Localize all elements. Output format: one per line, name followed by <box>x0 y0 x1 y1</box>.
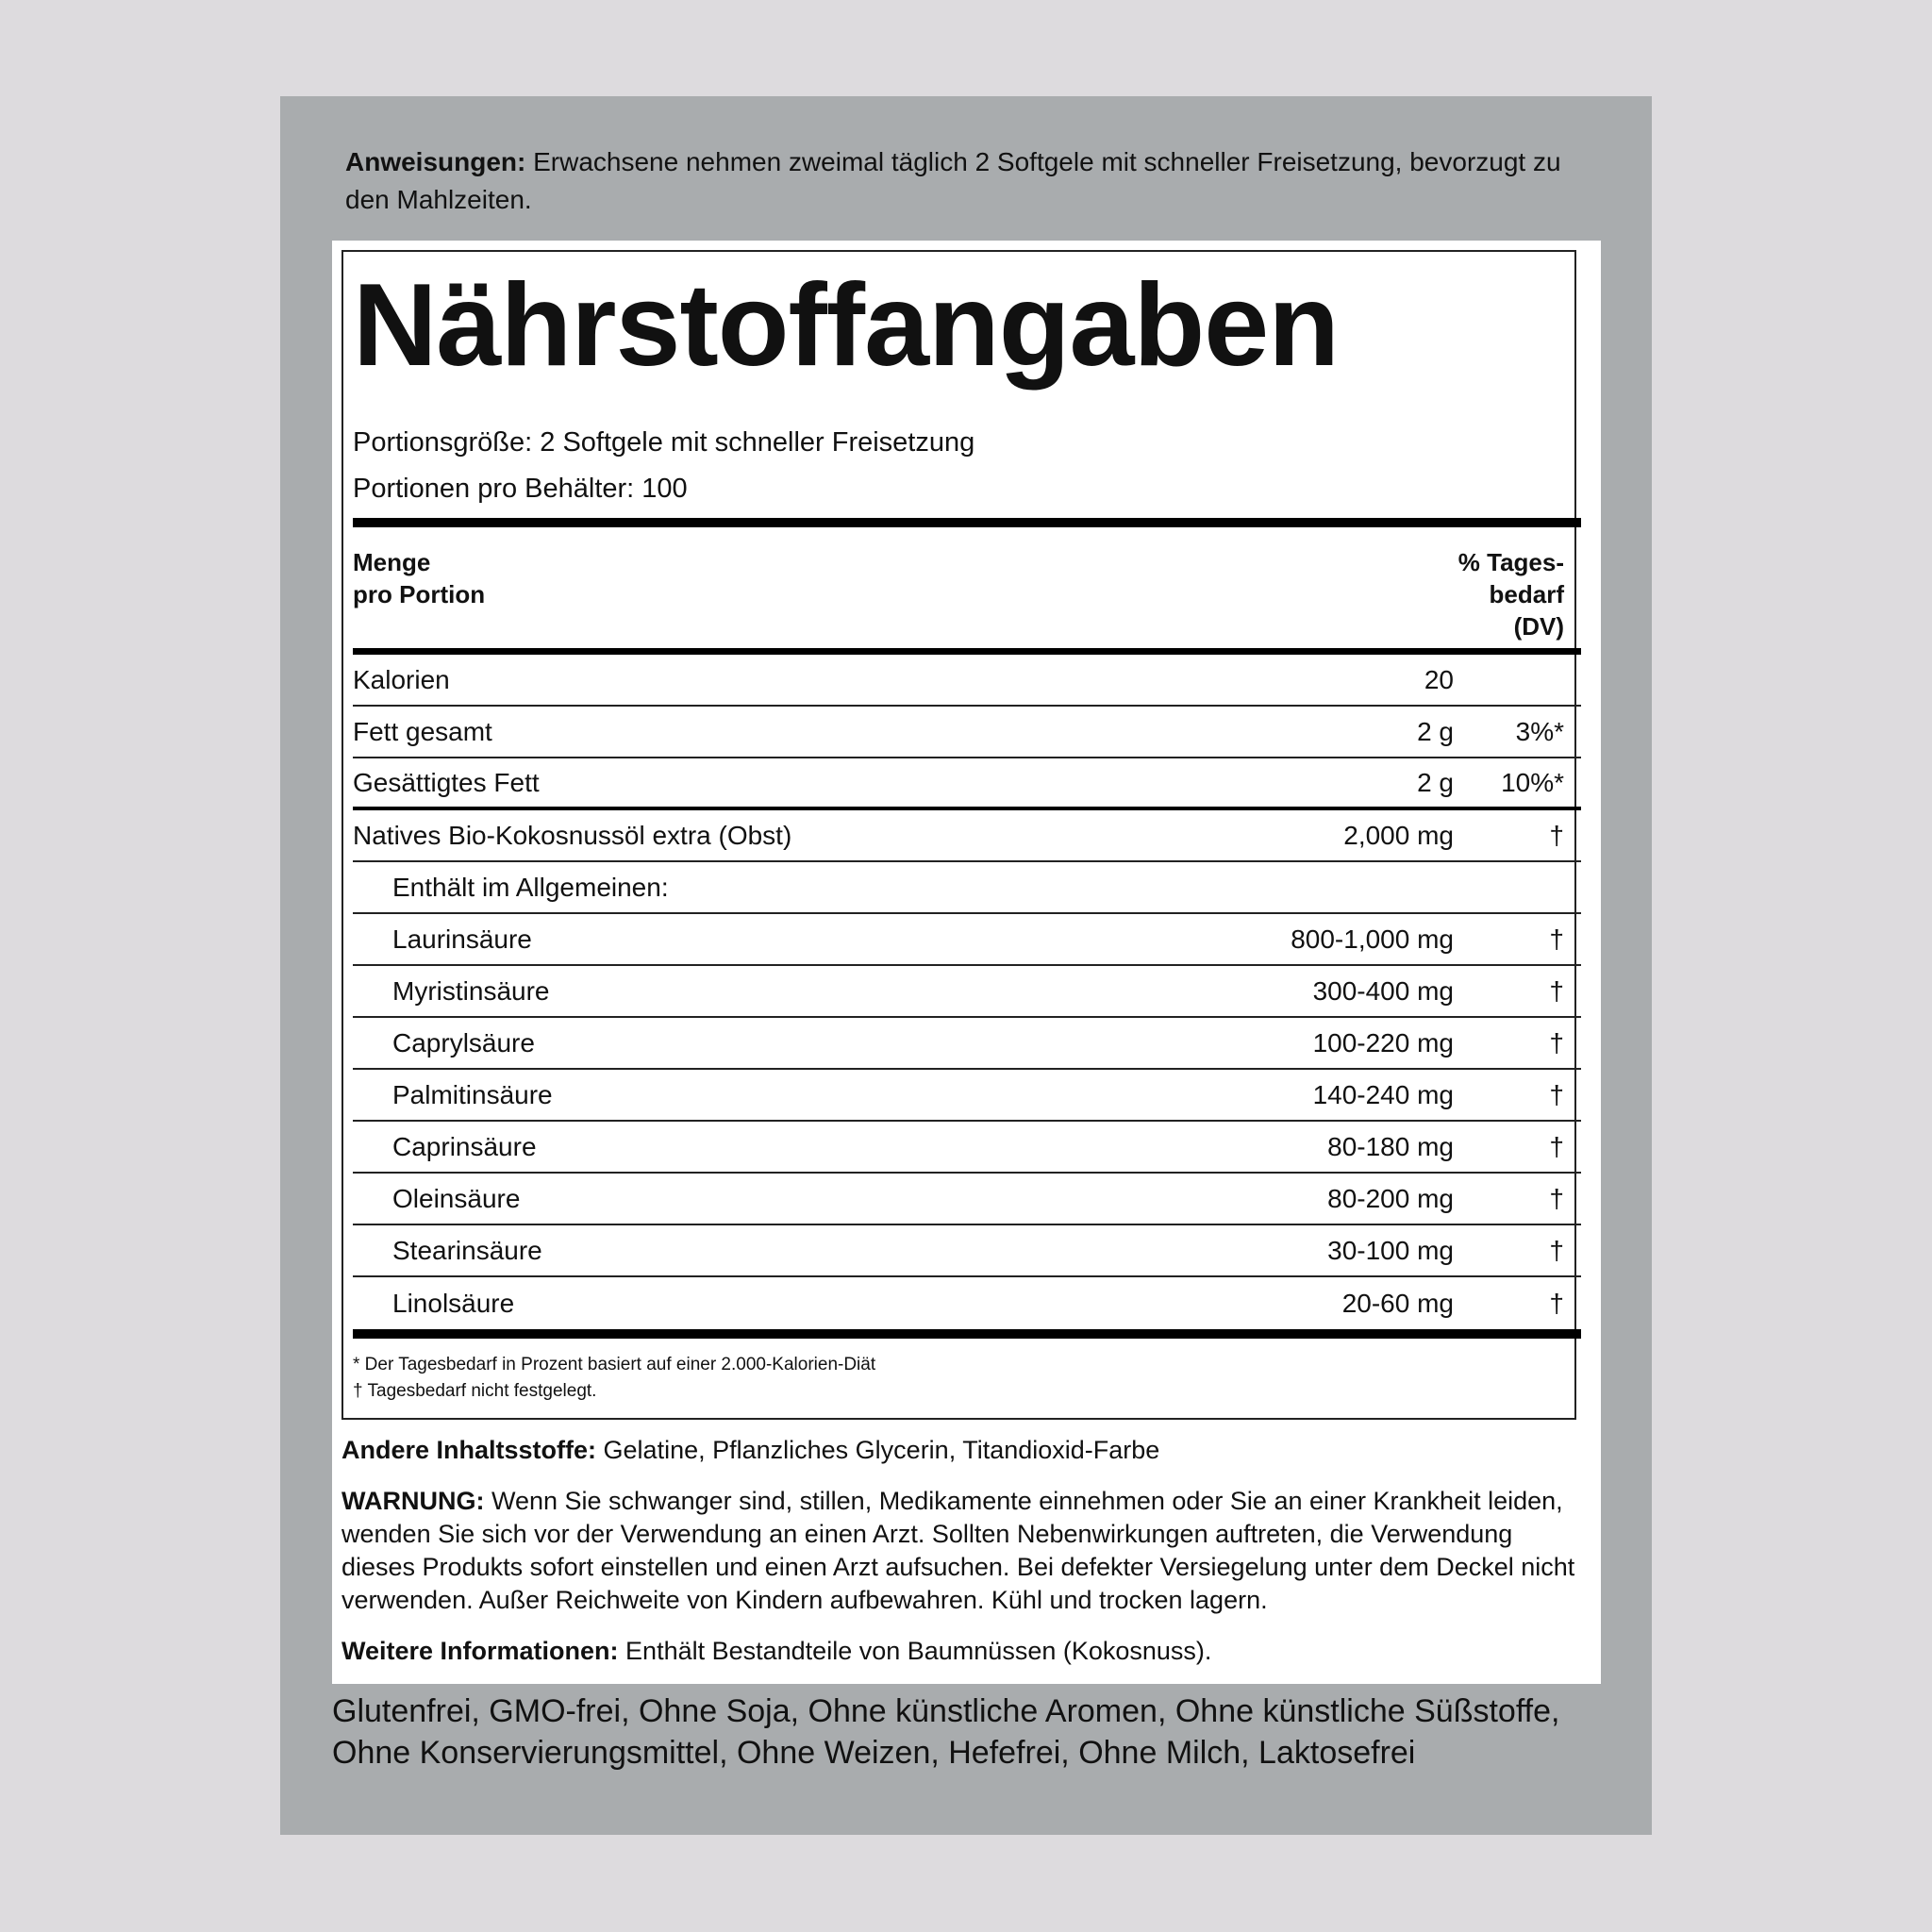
row-amount: 20 <box>1424 664 1454 694</box>
table-row <box>353 1070 1581 1122</box>
row-amount: 140-240 mg <box>1312 1079 1454 1109</box>
additional-info <box>341 1434 1591 1686</box>
row-name: Linolsäure <box>392 1288 515 1318</box>
row-dv: † <box>1549 1183 1564 1213</box>
row-amount: 2,000 mg <box>1343 820 1454 850</box>
row-amount: 30-100 mg <box>1327 1235 1454 1265</box>
table-row <box>353 1174 1581 1225</box>
row-amount: 300-400 mg <box>1312 975 1454 1006</box>
row-amount: 2 g <box>1417 767 1454 797</box>
table-row <box>353 966 1581 1018</box>
facts-card <box>332 241 1601 1684</box>
footnotes <box>353 1352 1581 1405</box>
row-name: Fett gesamt <box>353 716 492 746</box>
header-dv-line-1: % Tages- <box>1457 548 1564 576</box>
row-amount: 2 g <box>1417 716 1454 746</box>
row-dv: † <box>1549 820 1564 850</box>
row-dv: † <box>1549 924 1564 954</box>
table-row <box>353 707 1581 758</box>
serving-size: Portionsgröße: 2 Softgele mit schneller Freisetzung <box>353 427 975 458</box>
directions-label: Anweisungen: <box>345 147 526 176</box>
row-dv: † <box>1549 1288 1564 1318</box>
table-row <box>353 1122 1581 1174</box>
row-name: Oleinsäure <box>392 1183 521 1213</box>
header-amount-line-1: Menge <box>353 548 431 576</box>
row-name: Laurinsäure <box>392 924 532 954</box>
row-name: Enthält im Allgemeinen: <box>392 872 669 902</box>
directions-text <box>345 143 1591 219</box>
thick-divider <box>353 1329 1581 1339</box>
row-amount: 80-200 mg <box>1327 1183 1454 1213</box>
more-info <box>341 1635 1591 1668</box>
row-amount: 100-220 mg <box>1312 1027 1454 1058</box>
other-ingredients-label: Andere Inhaltsstoffe: <box>341 1436 597 1464</box>
header-amount-line-2: pro Portion <box>353 580 486 608</box>
serving-info <box>353 420 1581 512</box>
table-row <box>353 914 1581 966</box>
header-amount <box>353 546 485 648</box>
medium-divider <box>353 648 1581 655</box>
row-dv: 3%* <box>1515 716 1564 746</box>
row-dv: 10%* <box>1501 767 1564 797</box>
table-row <box>353 1018 1581 1070</box>
row-name: Stearinsäure <box>392 1235 542 1265</box>
table-row <box>353 655 1581 707</box>
free-from-claims: Glutenfrei, GMO-frei, Ohne Soja, Ohne künstliche Aromen, Ohne künstliche Süßstoffe, Ohne Konservierungsmittel, Ohne Weizen, Hefefrei, Ohne Milch, Laktosefrei <box>332 1693 1560 1771</box>
header-daily-value <box>1413 546 1581 648</box>
row-amount: 20-60 mg <box>1341 1288 1454 1318</box>
row-name: Gesättigtes Fett <box>353 767 540 797</box>
row-dv: † <box>1549 1235 1564 1265</box>
row-amount: 80-180 mg <box>1327 1131 1454 1161</box>
more-info-label: Weitere Informationen: <box>341 1637 619 1665</box>
servings-per-container: Portionen pro Behälter: 100 <box>353 474 688 504</box>
row-name: Caprinsäure <box>392 1131 537 1161</box>
more-info-text: Enthält Bestandteile von Baumnüssen (Kokosnuss). <box>618 1637 1212 1665</box>
table-row <box>353 758 1581 810</box>
warning-text: Wenn Sie schwanger sind, stillen, Medikamente einnehmen oder Sie an einer Krankheit leiden, wenden Sie sich vor der Verwendung an einen Arzt. Sollten Nebenwirkungen auftreten, die Verwendung dieses Produkts sofort einstellen und einen Arzt aufsuchen. Bei defekter Versiegelung unter dem Deckel nicht verwenden. Außer Reichweite von Kindern aufbewahren. Kühl und trocken lagern. <box>341 1487 1575 1614</box>
row-dv: † <box>1549 975 1564 1006</box>
header-dv-line-2: bedarf <box>1489 580 1564 608</box>
row-dv: † <box>1549 1027 1564 1058</box>
row-amount: 800-1,000 mg <box>1291 924 1454 954</box>
nutrition-facts-table <box>341 250 1576 1420</box>
directions-body: Erwachsene nehmen zweimal täglich 2 Softgele mit schneller Freisetzung, bevorzugt zu den Mahlzeiten. <box>345 147 1561 214</box>
facts-title: Nährstoffangaben <box>353 260 1339 391</box>
row-name: Natives Bio-Kokosnussöl extra (Obst) <box>353 820 792 850</box>
table-row <box>353 810 1581 862</box>
row-name: Kalorien <box>353 664 450 694</box>
footnote-daily-value: * Der Tagesbedarf in Prozent basiert auf einer 2.000-Kalorien-Diät <box>353 1355 876 1374</box>
table-row <box>353 1225 1581 1277</box>
warning <box>341 1485 1591 1617</box>
table-row <box>353 1277 1581 1329</box>
footnote-dagger: † Tagesbedarf nicht festgelegt. <box>353 1381 597 1401</box>
row-dv: † <box>1549 1079 1564 1109</box>
table-header <box>353 527 1581 648</box>
warning-label: WARNUNG: <box>341 1487 485 1515</box>
row-name: Palmitinsäure <box>392 1079 553 1109</box>
label-panel <box>280 96 1652 1835</box>
other-ingredients-text: Gelatine, Pflanzliches Glycerin, Titandioxid-Farbe <box>596 1436 1160 1464</box>
row-dv: † <box>1549 1131 1564 1161</box>
table-row <box>353 862 1581 914</box>
row-name: Myristinsäure <box>392 975 550 1006</box>
row-name: Caprylsäure <box>392 1027 535 1058</box>
thick-divider <box>353 518 1581 527</box>
header-dv-line-3: (DV) <box>1513 612 1564 641</box>
other-ingredients <box>341 1434 1591 1467</box>
